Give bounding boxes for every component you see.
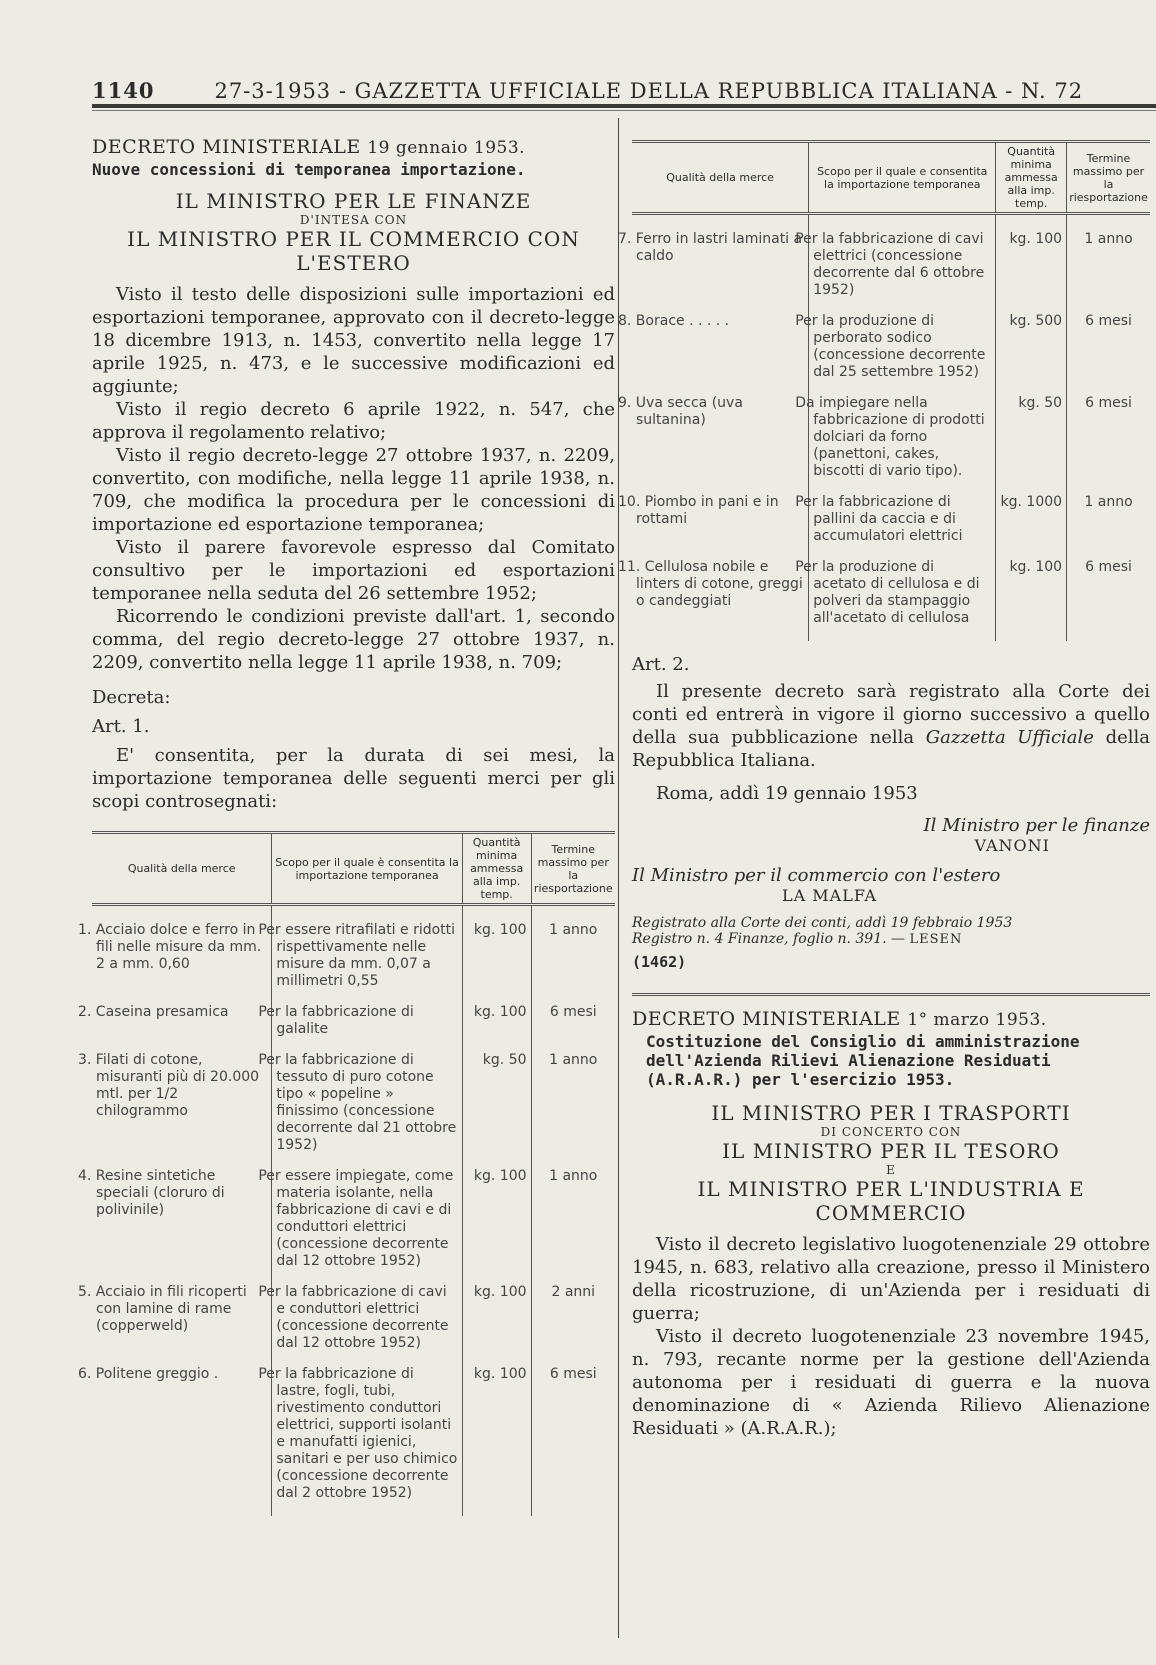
- decreta-label: Decreta:: [92, 687, 171, 708]
- decree1-minister2: IL MINISTRO PER IL COMMERCIO CON L'ESTERO: [127, 227, 580, 275]
- decree1-title: [92, 136, 615, 158]
- row-qty: kg. 100: [462, 1004, 531, 1052]
- merci-table-right: [618, 140, 1150, 641]
- decree2-title-date: 1° marzo 1953.: [907, 1010, 1047, 1030]
- table-row: [632, 559, 1150, 641]
- table-row: [632, 313, 1150, 395]
- row-scope: Per la fabbricazione di tessuto di puro cotone tipo « popeline » finissimo (concessione decorrente dal 21 ottobre 1952): [272, 1052, 462, 1168]
- row-item: 9. Uva secca (uva sultanina): [632, 395, 809, 494]
- decree2-para-1: Visto il decreto legislativo luogotenenziale 29 ottobre 1945, n. 683, relativo alla creazione, presso il Ministero della ricostruzione, di un'Azienda per i residuati di guerra;: [632, 1234, 1150, 1324]
- th-scopo: Scopo per il quale e consentita la importazione temporanea: [809, 142, 996, 214]
- decree1-para-5: Ricorrendo le condizioni previste dall'art. 1, secondo comma, del regio decreto-legge 27 ottobre 1937, n. 2209, convertito nella legge 11 aprile 1938, n. 709;: [92, 606, 615, 673]
- row-item: 4. Resine sintetiche speciali (cloruro di polivinile): [92, 1168, 272, 1284]
- row-scope: Per la produzione di acetato di cellulosa e di polveri da stampaggio all'acetato di cellulosa: [809, 559, 996, 641]
- th-qualita: Qualità della merce: [92, 833, 272, 905]
- row-scope: Per la fabbricazione di cavi elettrici (concessione decorrente dal 6 ottobre 1952): [809, 231, 996, 313]
- row-item: 6. Politene greggio .: [92, 1366, 272, 1516]
- art1-label: Art. 1.: [92, 716, 150, 737]
- row-qty: kg. 100: [462, 1366, 531, 1516]
- header-rule: [92, 104, 1156, 108]
- row-term: 6 mesi: [549, 1004, 597, 1020]
- decree2-title: [632, 1008, 1150, 1030]
- decree-separator: [632, 993, 1150, 996]
- row-item: 1. Acciaio dolce e ferro in fili nelle misure da mm. 2 a mm. 0,60: [92, 922, 272, 1004]
- row-qty: kg. 50: [996, 395, 1067, 494]
- left-column: [78, 136, 615, 1516]
- decree2-minister2: IL MINISTRO PER IL TESORO: [722, 1139, 1060, 1163]
- th-quantita: Quantità minima ammessa alla imp. temp.: [462, 833, 531, 905]
- row-term: 6 mesi: [1085, 313, 1132, 329]
- column-divider: [618, 118, 619, 1638]
- decree1-minister1: IL MINISTRO PER LE FINANZE: [175, 189, 532, 213]
- decree1-number: (1462): [632, 953, 687, 971]
- row-scope: Per la fabbricazione di cavi e conduttori elettrici (concessione decorrente dal 12 ottobre 1952): [272, 1284, 462, 1366]
- table-row: [92, 1366, 615, 1516]
- art2-end: della Repubblica Italiana.: [632, 727, 1150, 771]
- decree1-preamble: [92, 283, 615, 674]
- row-item: 11. Cellulosa nobile e linters di cotone, greggi o candeggiati: [632, 559, 809, 641]
- row-term: 1 anno: [549, 922, 598, 938]
- page-header: [92, 78, 1156, 103]
- registration-line1: Registrato alla Corte dei conti, addì 19 febbraio 1953: [632, 915, 1013, 931]
- sig2-title: Il Ministro per il commercio con l'estero: [632, 865, 1001, 886]
- table-row: [92, 922, 615, 1004]
- decree1-title-date: 19 gennaio 1953.: [367, 138, 526, 158]
- table-row: [92, 1284, 615, 1366]
- decree1-subtitle: Nuove concessioni di temporanea importazione.: [92, 160, 526, 179]
- row-term: 6 mesi: [1085, 559, 1132, 575]
- table-row: [632, 494, 1150, 559]
- row-term: 1 anno: [1084, 494, 1133, 510]
- art2-label: Art. 2.: [632, 654, 690, 675]
- row-qty: kg. 100: [462, 1168, 531, 1284]
- decree1-title-main: DECRETO MINISTERIALE: [92, 136, 361, 158]
- th-termine: Termine massimo per la riesportazione: [1069, 151, 1148, 204]
- row-item: 3. Filati di cotone, misuranti più di 20.000 mtl. per 1/2 chilogrammo: [92, 1052, 272, 1168]
- art1-text-wrap: [92, 744, 615, 813]
- art1-text: E' consentita, per la durata di sei mesi, la importazione temporanea delle seguenti merci per gli scopi controsegnati:: [92, 745, 615, 812]
- row-term: 6 mesi: [1085, 395, 1132, 411]
- decree2-subtitle: Costituzione del Consiglio di amministrazione dell'Azienda Rilievi Alienazione Residuati (A.R.A.R.) per l'esercizio 1953.: [646, 1032, 1080, 1089]
- sig1-title: Il Ministro per le finanze: [923, 815, 1150, 836]
- row-item: 5. Acciaio in fili ricoperti con lamine di rame (copperweld): [92, 1284, 272, 1366]
- row-qty: kg. 100: [462, 922, 531, 1004]
- row-scope: Per essere impiegate, come materia isolante, nella fabbricazione di cavi e di conduttori elettrici (concessione decorrente dal 12 ottobre 1952): [272, 1168, 462, 1284]
- row-scope: Per essere ritrafilati e ridotti rispettivamente nelle misure da mm. 0,07 a millimetri 0,55: [272, 922, 462, 1004]
- row-scope: Per la produzione di perborato sodico (concessione decorrente dal 25 settembre 1952): [809, 313, 996, 395]
- decree2-minister3: IL MINISTRO PER L'INDUSTRIA E COMMERCIO: [697, 1177, 1085, 1225]
- row-item: 10. Piombo in pani e in rottami: [632, 494, 809, 559]
- header-text: 27-3-1953 - GAZZETTA UFFICIALE DELLA REPUBBLICA ITALIANA - N. 72: [214, 79, 1084, 103]
- table-row: [92, 1004, 615, 1052]
- sig2-name: LA MALFA: [782, 886, 878, 905]
- row-qty: kg. 1000: [996, 494, 1067, 559]
- row-term: 1 anno: [549, 1168, 598, 1184]
- art2-gazzetta: Gazzetta Ufficiale: [925, 727, 1094, 748]
- table-row: [632, 395, 1150, 494]
- row-scope: Per la fabbricazione di galalite: [272, 1004, 462, 1052]
- art2-block: [632, 680, 1150, 805]
- row-term: 6 mesi: [549, 1366, 597, 1382]
- sig1-name: VANONI: [974, 836, 1050, 855]
- table-row: [92, 1052, 615, 1168]
- th-qualita: Qualità della merce: [632, 142, 809, 214]
- header-rule-thin: [92, 110, 1156, 111]
- art2-text-para: [632, 680, 1150, 772]
- decree1-intesa: D'INTESA CON: [299, 213, 408, 227]
- table-row: [632, 231, 1150, 313]
- decree2-e: E: [886, 1163, 896, 1177]
- th-quantita: Quantità minima ammessa alla imp. temp.: [996, 142, 1067, 214]
- row-qty: kg. 100: [462, 1284, 531, 1366]
- row-item: 7. Ferro in lastri laminati a caldo: [632, 231, 809, 313]
- registration-text: Registro n. 4 Finanze, foglio n. 391. —: [632, 931, 905, 947]
- row-qty: kg. 50: [462, 1052, 531, 1168]
- decree2-para-2: Visto il decreto luogotenenziale 23 novembre 1945, n. 793, recante norme per la gestione dell'Azienda autonoma per i residuati di guerra e la nuova denominazione di « Azienda Rilievo Alienazione Residuati » (A.R.A.R.);: [632, 1326, 1150, 1439]
- row-qty: kg. 100: [996, 231, 1067, 313]
- row-scope: Da impiegare nella fabbricazione di prodotti dolciari da forno (panettoni, cakes, biscotti di vario tipo).: [809, 395, 996, 494]
- decree2-concerto: DI CONCERTO CON: [820, 1125, 962, 1139]
- art2-text: Il presente decreto sarà registrato alla Corte dei conti ed entrerà in vigore il giorno successivo a quello della sua pubblicazione nella: [632, 681, 1150, 748]
- registration-name: LESEN: [909, 932, 963, 947]
- table-row: [92, 1168, 615, 1284]
- row-qty: kg. 500: [996, 313, 1067, 395]
- place-date: Roma, addì 19 gennaio 1953: [656, 783, 918, 804]
- decree1-para-1: Visto il testo delle disposizioni sulle importazioni ed esportazioni temporanee, approvato con il decreto-legge 18 dicembre 1913, n. 1453, convertito nella legge 17 aprile 1925, n. 473, e le successive modificazioni ed aggiunte;: [92, 284, 615, 397]
- decree2-title-main: DECRETO MINISTERIALE: [632, 1008, 901, 1030]
- row-term: 1 anno: [1084, 231, 1133, 247]
- registration-line2: [632, 931, 1150, 947]
- row-scope: Per la fabbricazione di pallini da caccia e di accumulatori elettrici: [809, 494, 996, 559]
- decree2-minister1: IL MINISTRO PER I TRASPORTI: [711, 1101, 1071, 1125]
- merci-table-left: [78, 831, 615, 1516]
- page-number: 1140: [92, 78, 155, 103]
- row-term: 1 anno: [549, 1052, 598, 1068]
- row-qty: kg. 100: [996, 559, 1067, 641]
- row-item: 2. Caseina presamica: [92, 1004, 272, 1052]
- decree2-preamble: [632, 1233, 1150, 1440]
- row-item: 8. Borace . . . . .: [632, 313, 809, 395]
- right-column: [618, 140, 1150, 1440]
- decree1-para-2: Visto il regio decreto 6 aprile 1922, n. 547, che approva il regolamento relativo;: [92, 399, 615, 443]
- decree1-para-4: Visto il parere favorevole espresso dal Comitato consultivo per le importazioni ed esportazioni temporanee nella seduta del 26 settembre 1952;: [92, 537, 615, 604]
- decree1-para-3: Visto il regio decreto-legge 27 ottobre 1937, n. 2209, convertito, con modifiche, nella legge 11 aprile 1938, n. 709, che modifica la procedura per le concessioni di importazione ed esportazione temporanea;: [92, 445, 615, 535]
- row-scope: Per la fabbricazione di lastre, fogli, tubi, rivestimento conduttori elettrici, supporti isolanti e manufatti igienici, sanitari e per uso chimico (concessione decorrente dal 2 ottobre 1952): [272, 1366, 462, 1516]
- th-scopo: Scopo per il quale è consentita la importazione temporanea: [272, 833, 462, 905]
- th-termine: Termine massimo per la riesportazione: [533, 842, 613, 895]
- row-term: 2 anni: [551, 1284, 596, 1300]
